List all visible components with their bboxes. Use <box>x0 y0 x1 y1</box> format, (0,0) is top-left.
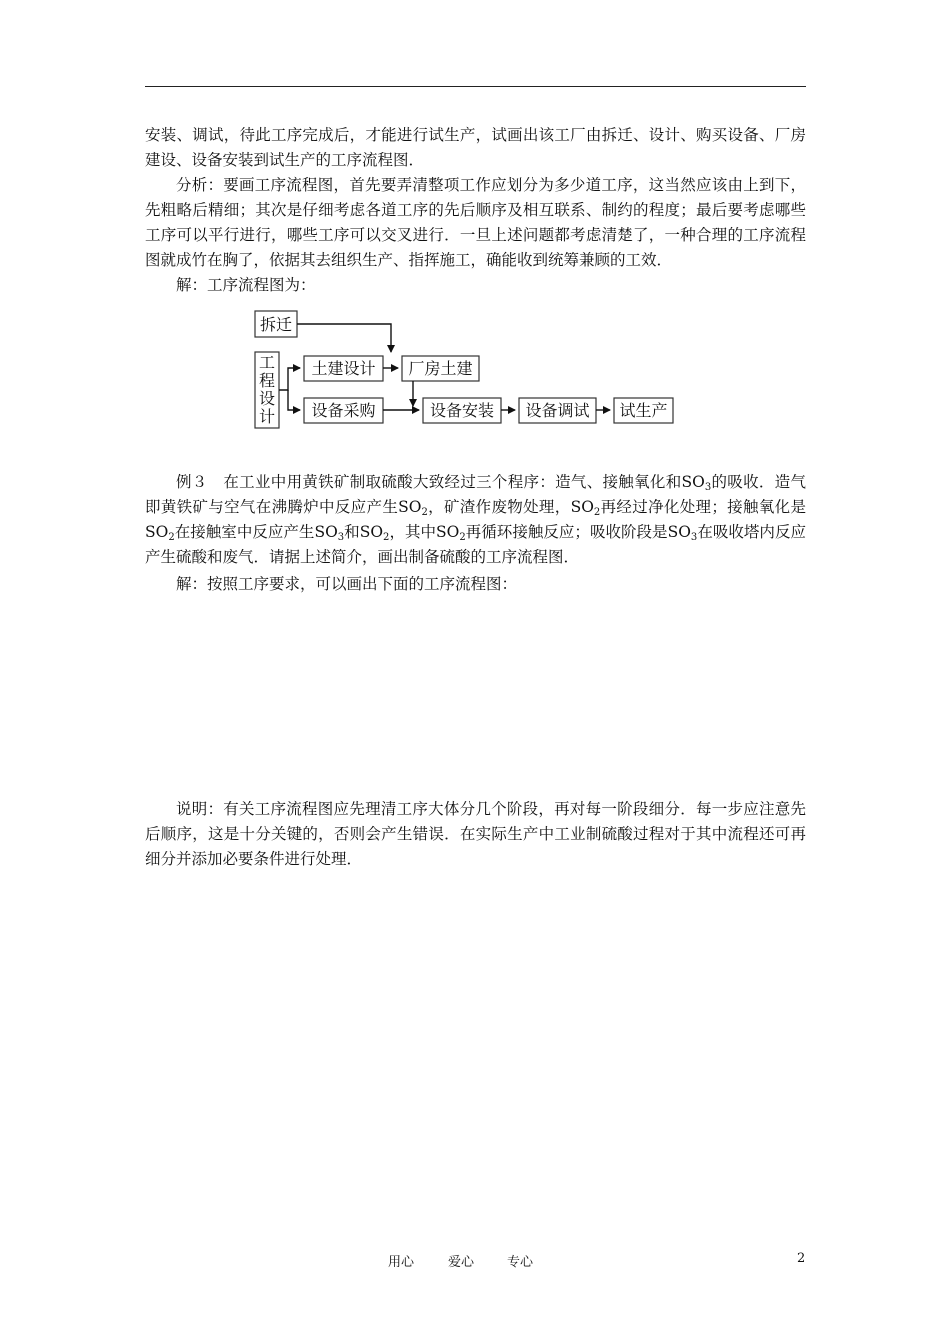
footer-text-1: 用心 <box>388 1255 415 1270</box>
label-engineering-design-1: 工 <box>258 353 276 372</box>
label-civil-design: 土建设计 <box>311 359 376 378</box>
label-equipment-install: 设备安装 <box>429 401 495 420</box>
arrow-design-to-purchase <box>288 390 300 410</box>
footer-text-2: 爱心 <box>448 1255 475 1270</box>
label-equipment-debug: 设备调试 <box>525 401 590 420</box>
label-trial-production: 试生产 <box>619 401 668 420</box>
paragraph-solution-label: 解：工序流程图为： <box>176 276 316 294</box>
paragraph-solution-2: 解：按照工序要求，可以画出下面的工序流程图： <box>176 575 518 593</box>
page-number: 2 <box>797 1251 806 1266</box>
label-plant-construction: 厂房土建 <box>408 359 473 378</box>
paragraph-intro: 安装、调试，待此工序完成后，才能进行试生产，试画出该工厂由拆迁、设计、购买设备、厂房建设、设备安装到试生产的工序流程图． <box>145 126 806 169</box>
header-rule <box>145 86 806 87</box>
label-equipment-purchase: 设备采购 <box>311 401 376 420</box>
arrow-demolish-to-plant <box>297 324 391 352</box>
paragraph-analysis: 分析：要画工序流程图，首先要弄清整项工作应划分为多少道工序，这当然应该由上到下，先粗略后精细；其次是仔细考虑各道工序的先后顺序及相互联系、制约的程度；最后要考虑哪些工序可以平行进行，哪些工序可以交叉进行．一旦上述问题都考虑清楚了，一种合理的工序流程图就成竹在胸了，依据其去组织生产、指挥施工，确能收到统筹兼顾的工效． <box>145 176 806 269</box>
paragraph-note: 说明：有关工序流程图应先理清工序大体分几个阶段，再对每一阶段细分．每一步应注意先后顺序，这是十分关键的，否则会产生错误．在实际生产中工业制硫酸过程对于其中流程还可再细分并添加必要条件进行处理． <box>145 800 806 868</box>
label-demolish: 拆迁 <box>259 315 293 334</box>
process-flow-diagram <box>245 306 685 432</box>
label-engineering-design-4: 计 <box>258 407 276 426</box>
label-engineering-design-2: 程 <box>258 371 276 390</box>
arrow-design-to-civil <box>279 368 300 390</box>
paragraph-example-3: 例３ 在工业中用黄铁矿制取硫酸大致经过三个程序：造气、接触氧化和$SO_3$的吸收．造气即黄铁矿与空气在沸腾炉中反应产生$SO_2$，矿渣作废物处理，$SO_2$再经过净化处理；接触氧化是$SO_2$在接触室中反应产生$SO_3$和$SO_2$，其中$SO_2$再循环接触反应；吸收阶段是$SO_3$在吸收塔内反应产生硫酸和废气．请据上述简介，画出制备硫酸的工序流程图． <box>145 473 806 566</box>
label-engineering-design-3: 设 <box>258 389 276 408</box>
footer-text-3: 专心 <box>507 1255 534 1270</box>
